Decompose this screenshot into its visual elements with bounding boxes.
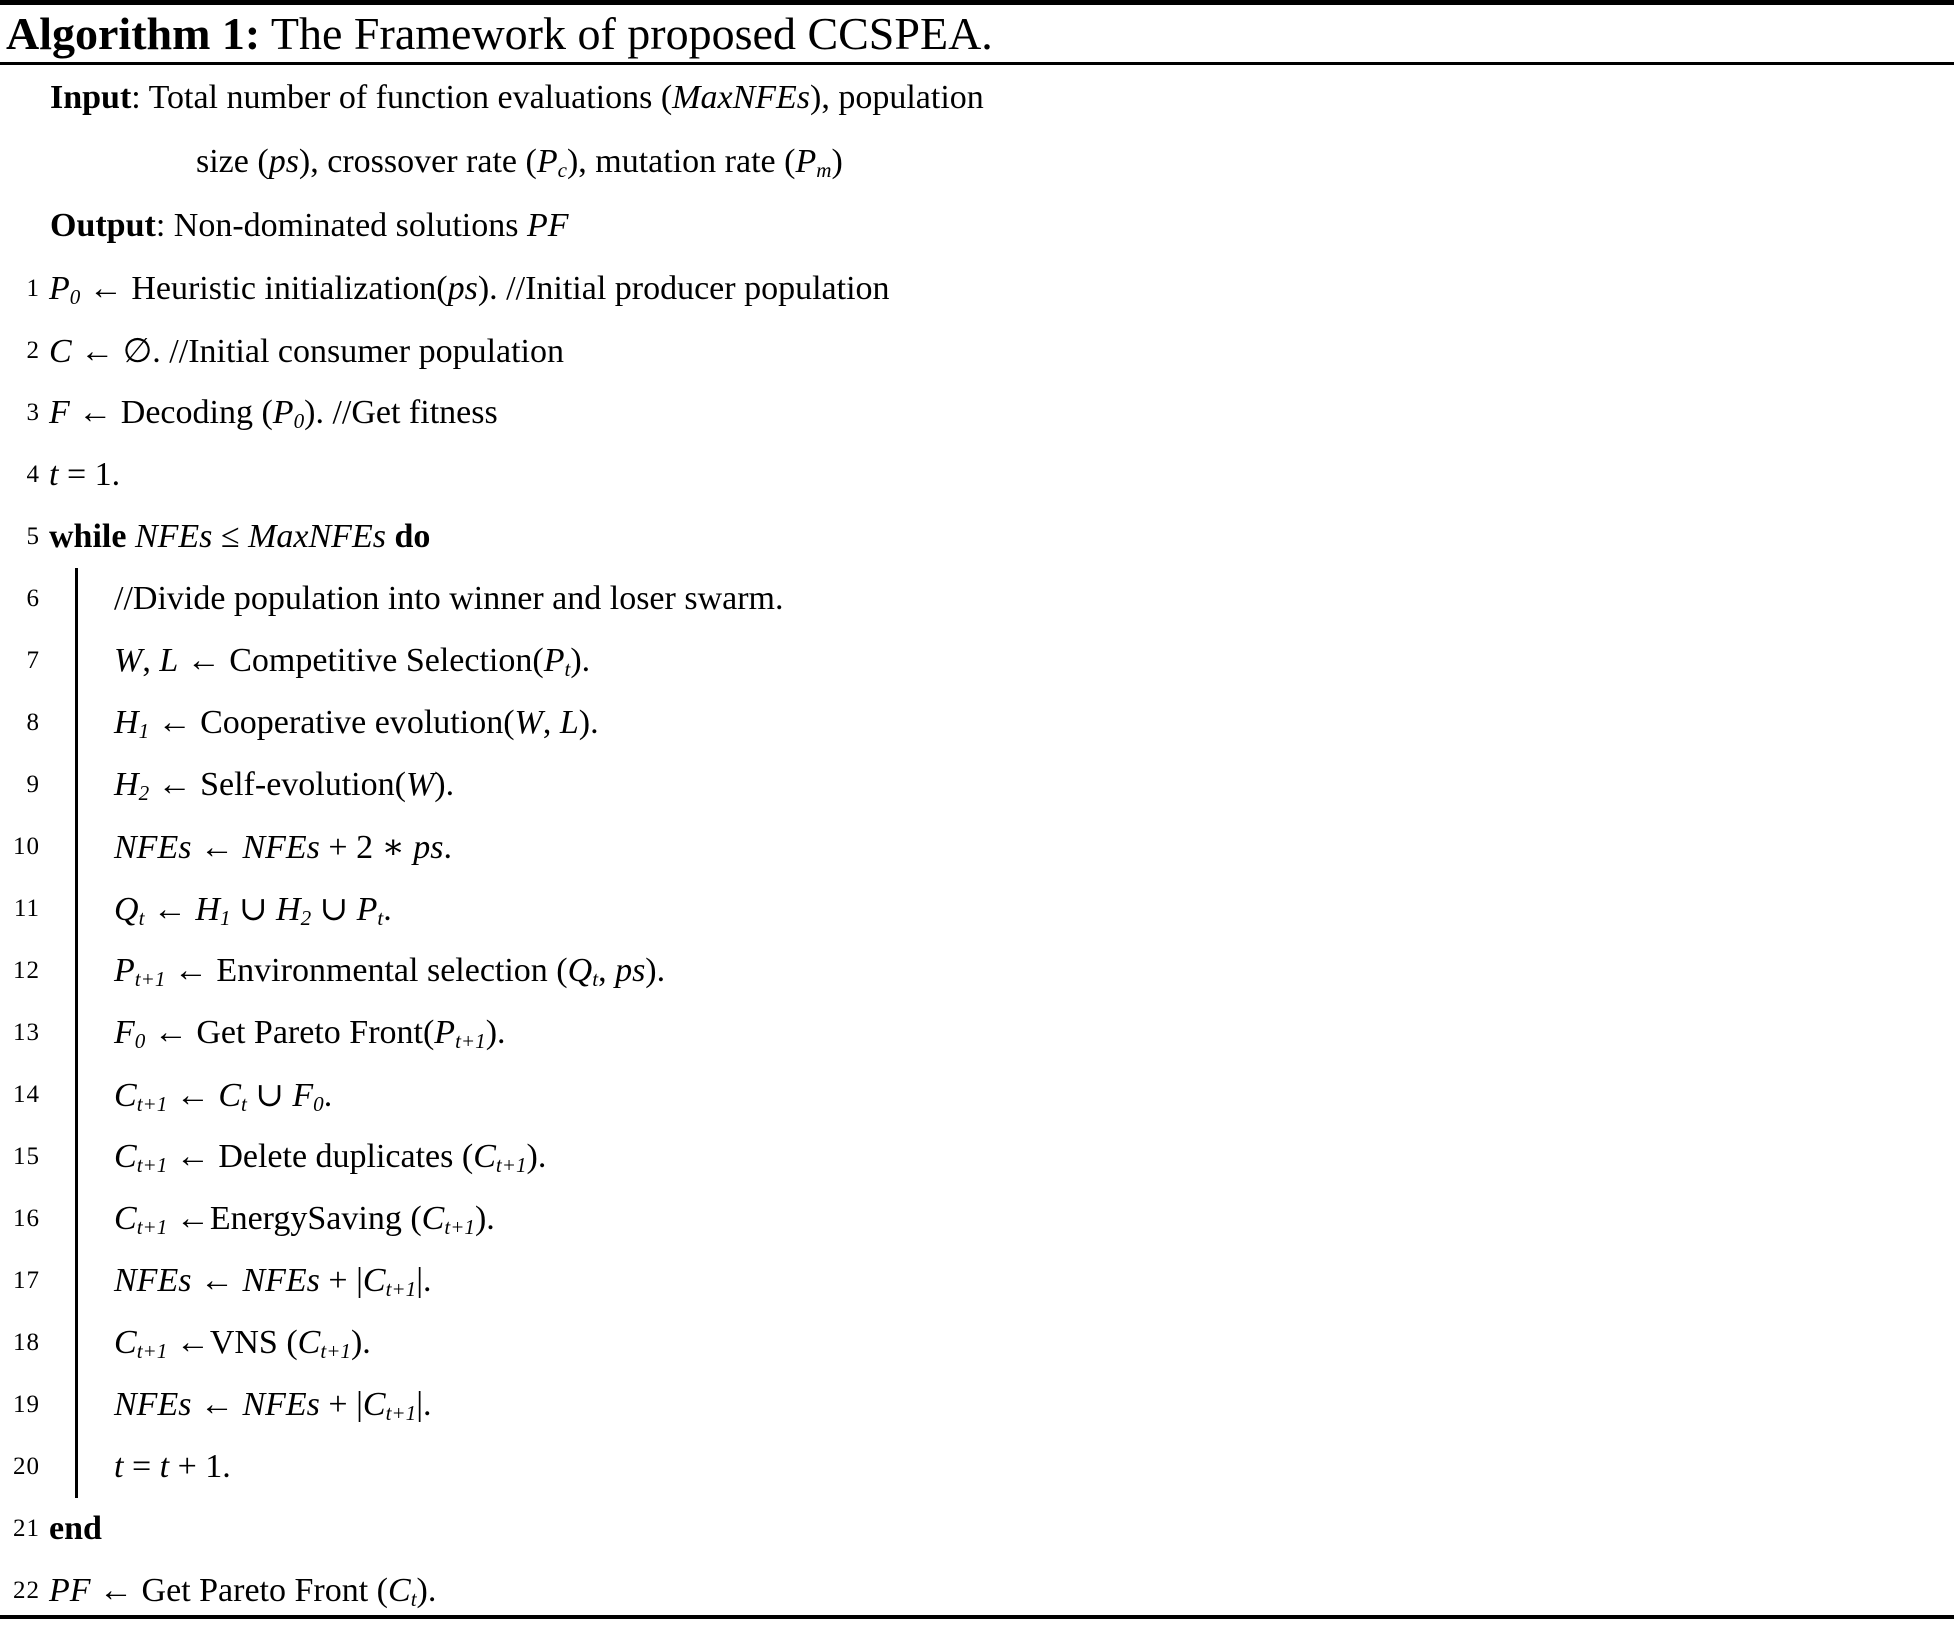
subscript: 1 (138, 719, 150, 744)
subscript: 0 (293, 409, 305, 434)
text-segment: $P_{t+1}$ (434, 1014, 486, 1054)
algorithm-line-16 (0, 1188, 1954, 1250)
text-segment: $C_{t+1}$ (114, 1077, 168, 1117)
text-segment: + 2 ∗ (319, 829, 414, 866)
text-segment: |. (416, 1386, 432, 1423)
text-segment: ← Heuristic initialization( (80, 270, 448, 307)
loop-scope-bar (75, 692, 78, 754)
algorithm-line-9 (0, 754, 1954, 816)
loop-scope-bar (75, 1436, 78, 1498)
text-segment: ← Competitive Selection( (178, 642, 544, 679)
text-segment: L (559, 704, 579, 741)
text-segment: $P_t$ (356, 891, 384, 931)
text-segment: t (49, 456, 59, 493)
text-segment: ). (474, 1200, 495, 1237)
line-content (114, 889, 392, 929)
text-segment: $C_{t+1}$ (297, 1324, 351, 1364)
line-content (114, 827, 452, 867)
algorithm-line-22 (0, 1560, 1954, 1622)
io-row (0, 194, 1954, 258)
subscript: t+1 (385, 1401, 417, 1426)
subscript: t+1 (385, 1277, 417, 1302)
text-segment: ∪ (246, 1077, 293, 1114)
algorithm-line-18 (0, 1312, 1954, 1374)
text-segment: , (142, 642, 160, 679)
text-segment: ). (434, 766, 455, 803)
text-segment: NFEs (134, 518, 213, 555)
line-content (49, 331, 564, 371)
text-segment: ∪ (311, 891, 357, 928)
text-segment: ) (831, 143, 843, 180)
text-segment: : Total number of function evaluations ( (131, 79, 673, 116)
loop-scope-bar (75, 1064, 78, 1126)
text-segment: ps (615, 952, 646, 989)
subscript: c (557, 158, 567, 183)
line-number: 7 (26, 647, 40, 674)
algorithm-caption-label: Algorithm 1: (6, 8, 261, 59)
subscript: t+1 (495, 1153, 527, 1178)
text-segment: NFEs (114, 1386, 192, 1423)
text-segment: . (443, 829, 452, 866)
line-content (49, 1510, 102, 1548)
line-content (114, 1262, 432, 1300)
loop-scope-bar (75, 1374, 78, 1436)
subscript: 1 (219, 906, 231, 931)
loop-scope-bar (75, 630, 78, 692)
subscript: t (592, 967, 599, 992)
line-number: 8 (26, 709, 40, 736)
subscript: 0 (313, 1092, 324, 1117)
line-content (114, 1448, 231, 1486)
text-segment: end (49, 1510, 102, 1547)
loop-scope-bar (75, 754, 78, 816)
text-segment: NFEs (242, 1262, 320, 1299)
algorithm-line-13 (0, 1002, 1954, 1064)
text-segment: W (405, 766, 435, 803)
line-number: 3 (26, 399, 40, 426)
loop-scope-bar (75, 878, 78, 940)
io-row (0, 130, 1954, 194)
text-segment: $Q_t$ (567, 952, 599, 992)
text-segment: $C_t$ (388, 1572, 417, 1612)
text-segment: $C_{t+1}$ (421, 1200, 475, 1240)
text-segment: $F_0$ (114, 1014, 146, 1054)
text-segment: ← Delete duplicates ( (167, 1138, 474, 1175)
line-number: 22 (13, 1577, 40, 1604)
line-content (49, 270, 890, 308)
algorithm-line-14 (0, 1064, 1954, 1126)
text-segment: ← Cooperative evolution( (149, 704, 515, 741)
text-segment: , (542, 704, 560, 741)
algorithm-line-1 (0, 258, 1954, 320)
line-number: 9 (26, 771, 40, 798)
text-segment: ≤ (212, 518, 249, 555)
algorithm-line-3 (0, 382, 1954, 444)
algorithm-line-21 (0, 1498, 1954, 1560)
text-segment: + | (319, 1262, 363, 1299)
loop-scope-bar (75, 940, 78, 1002)
algorithm-caption-title: The Framework of proposed CCSPEA. (260, 8, 993, 59)
text-segment: + 1. (169, 1448, 231, 1485)
text-segment: $C_{t+1}$ (114, 1324, 168, 1364)
text-segment: ← Self-evolution( (149, 766, 406, 803)
subscript: t+1 (134, 967, 166, 992)
text-segment: L (159, 642, 179, 679)
loop-scope-bar (75, 1126, 78, 1188)
loop-scope-bar (75, 816, 78, 878)
text-segment: ← (167, 1077, 219, 1114)
text-segment: , (598, 952, 616, 989)
line-content (49, 456, 120, 494)
line-content (114, 1324, 371, 1362)
text-segment: ←VNS ( (167, 1324, 298, 1361)
text-segment: ). (350, 1324, 371, 1361)
text-segment: $H_1$ (114, 704, 150, 744)
text-segment: PF (49, 1572, 91, 1609)
text-segment: ps (268, 143, 299, 180)
algorithm-line-12 (0, 940, 1954, 1002)
text-segment: ← ∅. //Initial consumer population (71, 333, 565, 370)
text-segment: $P_0$ (272, 394, 305, 434)
line-content (49, 1572, 436, 1610)
line-content (114, 1386, 432, 1424)
line-content (114, 1014, 506, 1052)
subscript: 2 (300, 906, 312, 931)
text-segment: $H_2$ (276, 891, 312, 931)
text-segment: ← (191, 1386, 243, 1423)
line-number: 21 (13, 1515, 40, 1542)
subscript: t+1 (136, 1153, 168, 1178)
text-segment: //Divide population into winner and loser swarm. (114, 580, 784, 617)
subscript: t (410, 1587, 417, 1612)
subscript: 0 (69, 285, 81, 310)
text-segment: $C_{t+1}$ (473, 1138, 527, 1178)
text-segment: ). (485, 1014, 506, 1051)
text-segment: $C_{t+1}$ (362, 1386, 417, 1426)
text-segment: ← Get Pareto Front ( (90, 1572, 388, 1609)
io-row-content (196, 143, 843, 181)
text-segment: |. (416, 1262, 432, 1299)
algorithm-line-4 (0, 444, 1954, 506)
line-number: 10 (13, 833, 40, 860)
text-segment: ← (191, 1262, 243, 1299)
line-number: 1 (26, 275, 40, 302)
text-segment: = (123, 1448, 160, 1485)
text-segment: $Q_t$ (114, 891, 145, 931)
text-segment: ). (645, 952, 666, 989)
text-segment: ← (144, 891, 196, 928)
algorithm-line-17 (0, 1250, 1954, 1312)
loop-scope-bar (75, 1188, 78, 1250)
algorithm-line-20 (0, 1436, 1954, 1498)
line-number: 16 (13, 1205, 40, 1232)
line-content (114, 766, 454, 804)
algorithm-line-2 (0, 320, 1954, 382)
line-number: 2 (26, 337, 40, 364)
line-number: 18 (13, 1329, 40, 1356)
algorithm-line-15 (0, 1126, 1954, 1188)
text-segment: $C_{t+1}$ (362, 1262, 417, 1302)
text-segment: ), crossover rate ( (298, 143, 537, 180)
loop-scope-bar (75, 568, 78, 630)
text-segment: ps (413, 829, 444, 866)
bottom-rule (0, 1615, 1954, 1619)
text-segment: NFEs (242, 1386, 320, 1423)
text-segment: $C_{t+1}$ (114, 1138, 168, 1178)
text-segment: = 1. (58, 456, 121, 493)
algorithm-line-10 (0, 816, 1954, 878)
algorithm-line-8 (0, 692, 1954, 754)
text-segment: ← Decoding ( (69, 394, 273, 431)
subscript: t+1 (455, 1029, 486, 1054)
line-content (114, 704, 599, 742)
line-content (114, 1075, 332, 1115)
text-segment: Input (50, 79, 132, 116)
loop-scope-bar (75, 1312, 78, 1374)
text-segment: ← Environmental selection ( (165, 952, 568, 989)
text-segment: . (323, 1077, 333, 1114)
line-number: 5 (26, 523, 40, 550)
text-segment: t (114, 1448, 124, 1485)
line-number: 4 (26, 461, 40, 488)
text-segment: $C_{t+1}$ (114, 1200, 168, 1240)
text-segment: $C_t$ (218, 1077, 247, 1117)
text-segment: . (383, 891, 392, 928)
line-content (49, 394, 498, 432)
text-segment: MaxNFEs (672, 79, 811, 116)
loop-scope-bar (75, 1250, 78, 1312)
input-output-block (0, 65, 1954, 258)
subscript: t+1 (444, 1215, 475, 1240)
text-segment: ). (526, 1138, 547, 1175)
text-segment: $P_{t+1}$ (114, 952, 166, 992)
text-segment: ), mutation rate ( (566, 143, 796, 180)
subscript: t+1 (320, 1339, 351, 1364)
text-segment: $P_m$ (795, 143, 832, 183)
line-content (114, 580, 784, 618)
text-segment: ). (416, 1572, 437, 1609)
text-segment: PF (526, 207, 569, 244)
algorithm-line-6 (0, 568, 1954, 630)
algorithm-lines (0, 258, 1954, 1622)
text-segment: ), population (810, 79, 984, 116)
text-segment: $P_0$ (49, 270, 81, 310)
text-segment: NFEs (114, 829, 192, 866)
text-segment: : Non-dominated solutions (155, 207, 527, 244)
algorithm-line-5 (0, 506, 1954, 568)
text-segment: Output (50, 207, 156, 244)
text-segment: ←EnergySaving ( (167, 1200, 422, 1237)
text-segment: C (49, 333, 72, 370)
text-segment: ← Get Pareto Front( (145, 1014, 435, 1051)
line-number: 20 (13, 1453, 40, 1480)
algorithm-line-11 (0, 878, 1954, 940)
line-number: 15 (13, 1143, 40, 1170)
text-segment: ). (578, 704, 599, 741)
text-segment: ps (447, 270, 478, 307)
text-segment: $F_0$ (292, 1077, 324, 1117)
loop-scope-bar (75, 1002, 78, 1064)
line-content (114, 642, 590, 680)
text-segment: W (114, 642, 143, 679)
text-segment: NFEs (114, 1262, 192, 1299)
line-content (49, 518, 430, 556)
io-row-content (50, 207, 569, 245)
text-segment: $H_1$ (195, 891, 231, 931)
algorithm-caption (0, 5, 1954, 62)
text-segment: size ( (196, 143, 269, 180)
subscript: t+1 (136, 1215, 168, 1240)
line-content (114, 952, 665, 990)
text-segment: $H_2$ (114, 766, 150, 806)
subscript: t+1 (136, 1339, 168, 1364)
line-content (114, 1138, 546, 1176)
io-row (0, 66, 1954, 130)
line-number: 6 (26, 585, 40, 612)
subscript: 0 (134, 1029, 146, 1054)
line-number: 12 (13, 957, 40, 984)
line-number: 17 (13, 1267, 40, 1294)
text-segment: NFEs (242, 829, 320, 866)
line-number: 19 (13, 1391, 40, 1418)
text-segment: W (514, 704, 543, 741)
line-number: 11 (13, 895, 40, 922)
subscript: t+1 (136, 1092, 168, 1117)
subscript: t (377, 906, 384, 931)
subscript: m (816, 158, 832, 183)
subscript: 2 (138, 781, 150, 806)
line-content (114, 1200, 495, 1238)
text-segment: $P_t$ (543, 642, 571, 682)
text-segment: t (159, 1448, 170, 1485)
text-segment: while (49, 518, 135, 555)
text-segment: MaxNFEs (248, 518, 386, 555)
text-segment: ). //Initial producer population (477, 270, 890, 307)
text-segment: ∪ (230, 891, 277, 928)
line-number: 13 (13, 1019, 40, 1046)
text-segment: ). (570, 642, 591, 679)
text-segment: + | (319, 1386, 363, 1423)
text-segment: F (49, 394, 70, 431)
algorithm-line-7 (0, 630, 1954, 692)
io-row-content (50, 79, 984, 117)
subscript: t (138, 906, 145, 931)
subscript: t (564, 657, 571, 682)
text-segment: ← (191, 829, 243, 866)
text-segment: do (385, 518, 431, 555)
line-number: 14 (13, 1081, 40, 1108)
text-segment: $P_c$ (536, 143, 567, 183)
text-segment: ). //Get fitness (304, 394, 498, 431)
subscript: t (241, 1092, 247, 1117)
algorithm-line-19 (0, 1374, 1954, 1436)
